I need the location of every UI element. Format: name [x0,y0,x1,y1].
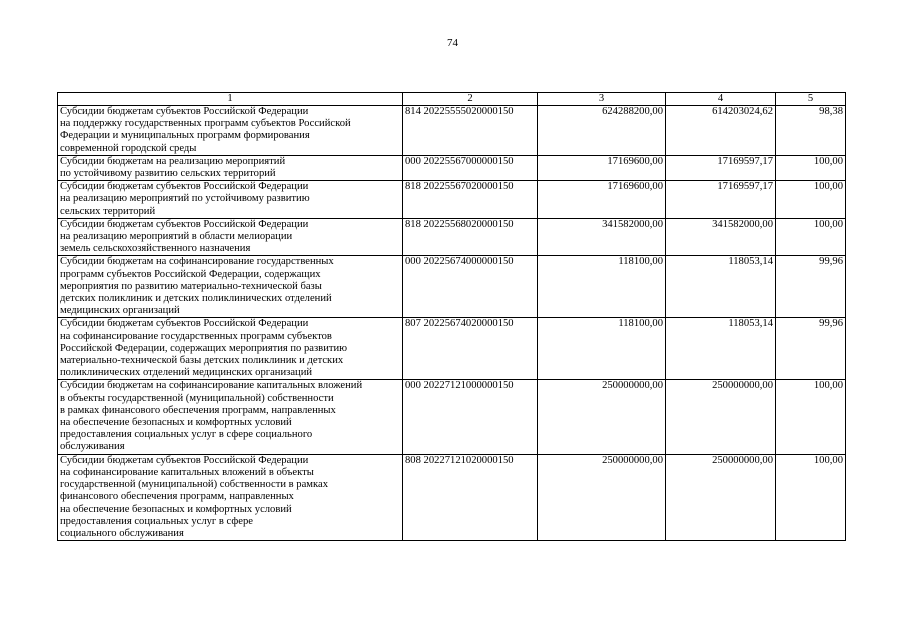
row-plan-amount: 250000000,00 [538,380,666,454]
column-header-3: 3 [538,93,666,106]
row-name: Субсидии бюджетам субъектов Российской Федерации на софинансирование государственных программ субъектов Российской Федерации, содержащих мероприятия по развитию материально-технической базы детских поликлиник и детских поликлинических отделений медицинских организаций [58,318,403,380]
row-plan-amount: 341582000,00 [538,218,666,256]
row-code: 818 20225568020000150 [403,218,538,256]
budget-table [57,92,846,541]
table-row [58,454,846,540]
row-fact-amount: 118053,14 [666,256,776,318]
table-row [58,181,846,219]
row-fact-amount: 341582000,00 [666,218,776,256]
table-header-row [58,93,846,106]
row-percent: 100,00 [776,181,846,219]
row-plan-amount: 624288200,00 [538,106,666,156]
row-fact-amount: 614203024,62 [666,106,776,156]
table-row [58,380,846,454]
row-percent: 100,00 [776,380,846,454]
row-name: Субсидии бюджетам на софинансирование государственных программ субъектов Российской Федерации, содержащих мероприятия по развитию материально-технической базы детских поликлиник и детских поликлинических отделений медицинских организаций [58,256,403,318]
row-fact-amount: 17169597,17 [666,181,776,219]
row-fact-amount: 250000000,00 [666,454,776,540]
column-header-2: 2 [403,93,538,106]
row-percent: 99,96 [776,256,846,318]
row-code: 807 20225674020000150 [403,318,538,380]
row-name: Субсидии бюджетам субъектов Российской Федерации на реализацию мероприятий в области мелиорации земель сельскохозяйственного назначения [58,218,403,256]
row-fact-amount: 250000000,00 [666,380,776,454]
table-row [58,106,846,156]
row-code: 808 20227121020000150 [403,454,538,540]
row-fact-amount: 118053,14 [666,318,776,380]
column-header-4: 4 [666,93,776,106]
row-name: Субсидии бюджетам субъектов Российской Федерации на реализацию мероприятий по устойчивому развитию сельских территорий [58,181,403,219]
table-row [58,155,846,180]
row-name: Субсидии бюджетам субъектов Российской Федерации на софинансирование капитальных вложений в объекты государственной (муниципальной) собственности в рамках финансового обеспечения программ, направленных на обеспечение безопасных и комфортных условий предоставления социальных услуг в сфере социального обслуживания [58,454,403,540]
row-plan-amount: 118100,00 [538,256,666,318]
column-header-5: 5 [776,93,846,106]
row-plan-amount: 17169600,00 [538,155,666,180]
row-name: Субсидии бюджетам на софинансирование капитальных вложений в объекты государственной (муниципальной) собственности в рамках финансового обеспечения программ, направленных на обеспечение безопасных и комфортных условий предоставления социальных услуг в сфере социального обслуживания [58,380,403,454]
table-row [58,256,846,318]
row-plan-amount: 250000000,00 [538,454,666,540]
row-percent: 100,00 [776,218,846,256]
table-row [58,218,846,256]
row-plan-amount: 118100,00 [538,318,666,380]
row-percent: 100,00 [776,155,846,180]
page-number: 74 [447,37,458,49]
row-plan-amount: 17169600,00 [538,181,666,219]
row-code: 000 20227121000000150 [403,380,538,454]
row-percent: 98,38 [776,106,846,156]
row-percent: 99,96 [776,318,846,380]
row-code: 000 20225567000000150 [403,155,538,180]
column-header-1: 1 [58,93,403,106]
row-percent: 100,00 [776,454,846,540]
row-name: Субсидии бюджетам на реализацию мероприятий по устойчивому развитию сельских территорий [58,155,403,180]
table-row [58,318,846,380]
row-code: 818 20225567020000150 [403,181,538,219]
row-fact-amount: 17169597,17 [666,155,776,180]
row-code: 000 20225674000000150 [403,256,538,318]
row-code: 814 20225555020000150 [403,106,538,156]
row-name: Субсидии бюджетам субъектов Российской Федерации на поддержку государственных программ субъектов Российской Федерации и муниципальных программ формирования современной городской среды [58,106,403,156]
